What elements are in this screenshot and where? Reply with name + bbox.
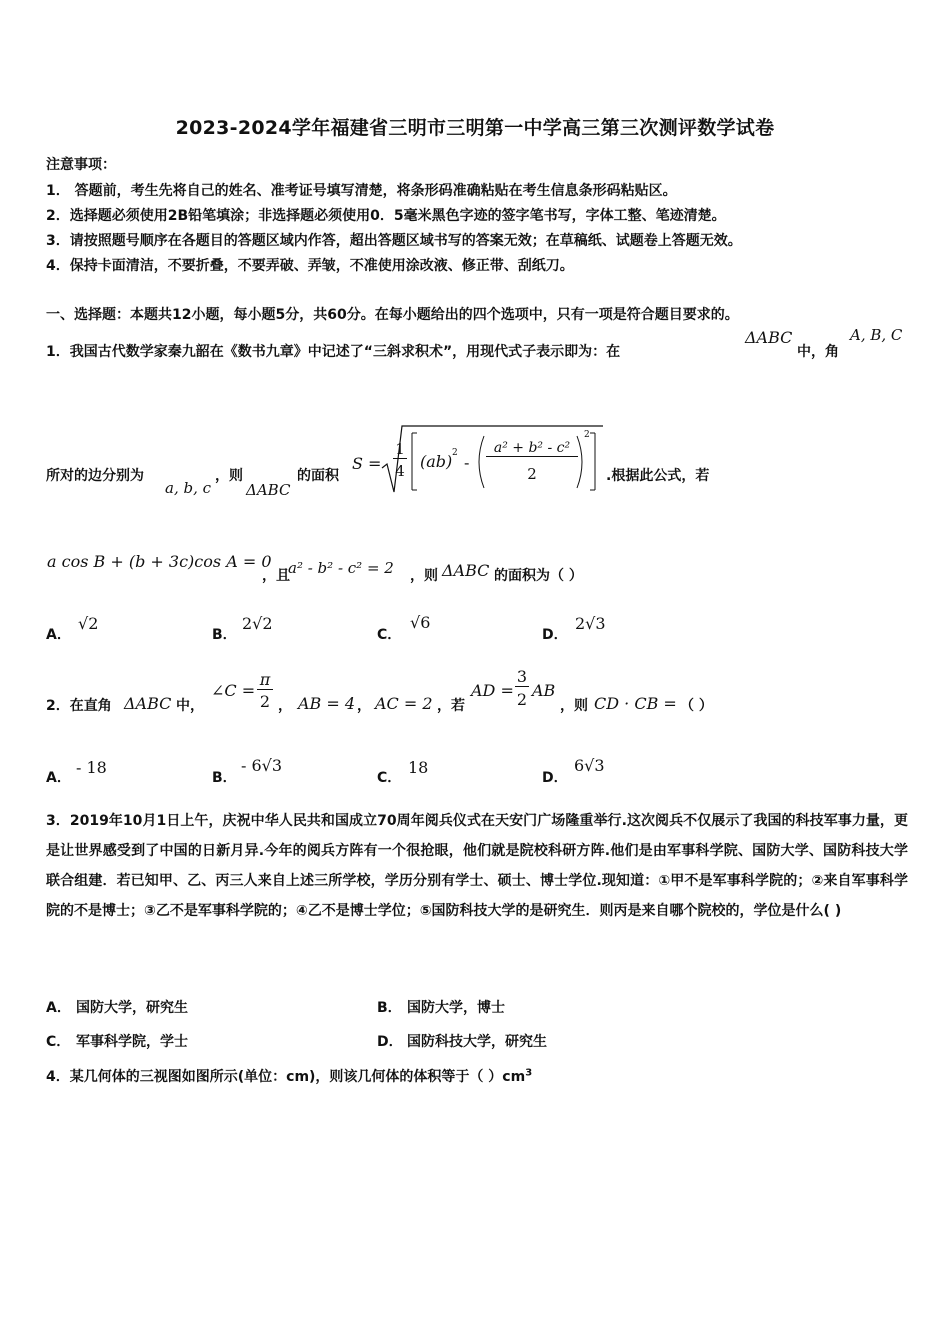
q1-text: ，则: [410, 568, 438, 584]
option-value: 2√3: [575, 614, 606, 633]
q2-triangle: ΔABC: [124, 694, 172, 713]
q4-text: 4．某几何体的三视图如图所示(单位：cm)，则该几何体的体积等于（ ）cm: [46, 1069, 526, 1085]
q3-stem: 3．2019年10月1日上午，庆祝中华人民共和国成立70周年阅兵仪式在天安门广场隆重举行.这次阅兵不仅展示了我国的科技军事力量，更是让世界感受到了中国的日新月异.今年的阅兵方阵有一个很抢眼，他们就是院校科研方阵.他们是由军事科学院、国防大学、国防科技大学联合组建．若已知甲、乙、丙三人来自上述三所学校，学历分别有学士、硕士、博士学位.现知道：①甲不是军事科学院的；②来自军事科学院的不是博士；③乙不是军事科学院的；④乙不是博士学位；⑤国防科技大学的是研究生．则丙是来自哪个院校的，学位是什么( ): [46, 813, 908, 919]
option-value: 军事科学院，学士: [76, 1034, 188, 1050]
q1-condition: a² - b² - c² = 2: [288, 559, 394, 577]
q1-text: ，则: [215, 468, 243, 484]
option-label: D．: [542, 627, 568, 643]
q1-text: 所对的边分别为: [46, 468, 144, 484]
option-value: 2√2: [242, 614, 273, 633]
notice-item: 3．请按照题号顺序在各题目的答题区域内作答，超出答题区域书写的答案无效；在草稿纸、试题卷上答题无效。: [46, 233, 742, 249]
q2-ab-vector: AB: [532, 681, 556, 700]
fraction-denominator: 2: [527, 465, 537, 483]
q1-stem: 1．我国古代数学家秦九韶在《数书九章》中记述了“三斜求积术”，用现代式子表示即为：在: [46, 344, 621, 360]
notice-item: 2．选择题必须使用2B铅笔填涂；非选择题必须使用0．5毫米黑色字迹的签字笔书写，字体工整、笔迹清楚。: [46, 208, 726, 224]
fraction-numerator: 1: [393, 440, 407, 459]
q1-angles: A, B, C: [850, 326, 903, 344]
q1-text: 中，角: [797, 344, 839, 360]
option-label: A．: [46, 770, 71, 786]
option-value: - 6√3: [241, 756, 283, 775]
radical-sign: [380, 422, 605, 496]
q1-text: ，且: [262, 568, 290, 584]
q2-text: ，: [357, 698, 371, 714]
q1-text: 的面积: [297, 468, 339, 484]
q2-text: 中，: [176, 698, 204, 714]
fraction-numerator: a² + b² - c²: [486, 440, 578, 457]
q1-text: .根据此公式，若: [606, 468, 710, 484]
q4-stem: [46, 1066, 532, 1086]
exponent: 2: [584, 430, 590, 440]
option-value: 18: [408, 758, 429, 777]
section-heading: 一、选择题：本题共12小题，每小题5分，共60分。在每小题给出的四个选项中，只有一项是符合题目要求的。: [46, 307, 739, 323]
fraction-denominator: 2: [259, 692, 271, 711]
page-title: 2023-2024学年福建省三明市三明第一中学高三第三次测评数学试卷: [175, 117, 775, 139]
fraction-numerator: π: [257, 670, 273, 690]
option-label: B．: [212, 770, 237, 786]
q1-triangle: ΔABC: [745, 328, 793, 347]
option-label: A．: [46, 1000, 71, 1016]
q2-text: （ ）: [680, 698, 713, 714]
option-value: - 18: [76, 758, 107, 777]
option-value: 国防科技大学，研究生: [407, 1034, 547, 1050]
q2-ab: AB = 4: [298, 694, 356, 713]
exponent: 2: [452, 448, 458, 458]
option-label: C．: [377, 770, 402, 786]
q1-text: 的面积为（ ）: [494, 568, 583, 584]
option-label: B．: [377, 1000, 402, 1016]
option-label: C．: [377, 627, 402, 643]
q1-sides: a, b, c: [165, 479, 212, 497]
q2-text: ，则: [560, 698, 588, 714]
formula-s: S =: [352, 454, 382, 473]
q2-stem: 2．在直角: [46, 698, 112, 714]
formula-minus: -: [464, 453, 470, 472]
option-value: 国防大学，研究生: [76, 1000, 188, 1016]
option-value: 6√3: [574, 756, 605, 775]
q2-angle: ∠C =: [211, 681, 256, 700]
option-label: B．: [212, 627, 237, 643]
notice-heading: 注意事项：: [46, 157, 116, 173]
option-label: D．: [377, 1034, 403, 1050]
option-label: C．: [46, 1034, 71, 1050]
q2-ad: AD =: [471, 681, 514, 700]
q2-dot-product: CD · CB =: [594, 694, 677, 713]
notice-item: 4．保持卡面清洁，不要折叠，不要弄破、弄皱，不准使用涂改液、修正带、刮纸刀。: [46, 258, 574, 274]
q2-text: ，: [278, 698, 292, 714]
q4-unit-exponent: 3: [525, 1067, 533, 1079]
fraction-denominator: 4: [395, 462, 405, 480]
fraction-numerator: 3: [516, 667, 528, 686]
q2-ac: AC = 2: [375, 694, 433, 713]
option-label: D．: [542, 770, 568, 786]
q1-triangle: ΔABC: [246, 481, 291, 499]
q1-condition: a cos B + (b + 3c)cos A = 0: [47, 552, 272, 571]
q1-triangle: ΔABC: [442, 561, 490, 580]
notice-item: 1． 答题前，考生先将自己的姓名、准考证号填写清楚，将条形码准确粘贴在考生信息条形码粘贴区。: [46, 183, 677, 199]
option-value: √6: [410, 613, 431, 632]
option-label: A．: [46, 627, 71, 643]
formula-ab: (ab): [420, 452, 453, 471]
q2-text: ，若: [437, 698, 465, 714]
fraction-denominator: 2: [516, 690, 528, 709]
option-value: √2: [78, 614, 99, 633]
option-value: 国防大学，博士: [407, 1000, 505, 1016]
